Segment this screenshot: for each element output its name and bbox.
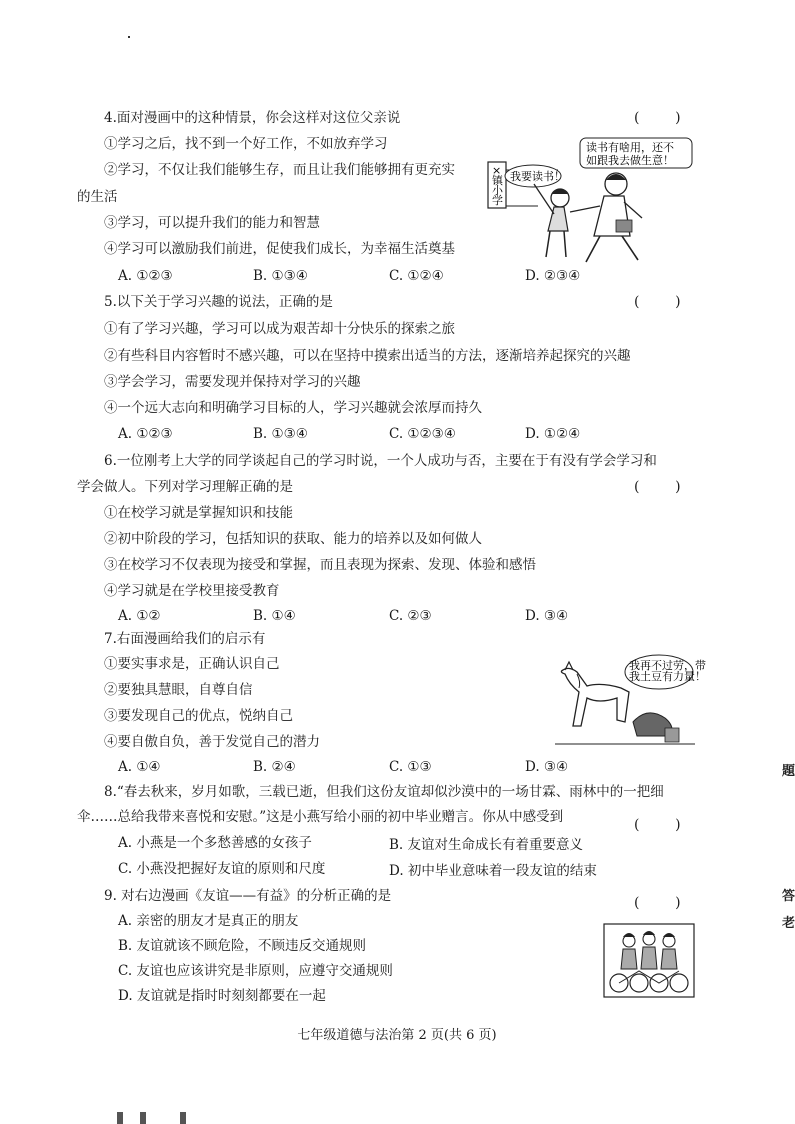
q7-option-b: B. ②④ <box>253 759 296 775</box>
q6-item-3: ③在校学习不仅表现为接受和掌握，而且表现为探索、发现、体验和感悟 <box>104 557 536 573</box>
q9-cartoon <box>603 923 695 998</box>
school-sign-char-3: 小 <box>492 184 503 197</box>
school-sign-char-4: 学 <box>492 194 503 207</box>
q6-item-4: ④学习就是在学校里接受教育 <box>104 583 280 599</box>
q4-cartoon <box>488 136 698 266</box>
q4-option-a: A. ①②③ <box>118 268 173 284</box>
q7-item-1: ①要实事求是，正确认识自己 <box>104 656 280 672</box>
q6-option-c: C. ②③ <box>389 608 432 624</box>
edge-mark-3: 老 <box>782 916 795 931</box>
edge-mark-1: 題 <box>782 764 795 779</box>
q5-stem: 5.以下关于学习兴趣的说法，正确的是 <box>104 294 333 310</box>
q4-option-b: B. ①③④ <box>253 268 308 284</box>
q8-option-a: A. 小燕是一个多愁善感的女孩子 <box>118 835 312 851</box>
q4-item-1: ①学习之后，找不到一个好工作，不如放弃学习 <box>104 136 388 152</box>
q6-answer-paren: ( ) <box>634 479 681 495</box>
q8-option-b: B. 友谊对生命成长有着重要意义 <box>389 837 584 853</box>
scan-bar-2 <box>140 1112 146 1124</box>
scan-bar-1 <box>117 1112 123 1124</box>
q9-option-a: A. 亲密的朋友才是真正的朋友 <box>118 913 299 929</box>
q7-option-a: A. ①④ <box>118 759 161 775</box>
q7-option-c: C. ①③ <box>389 759 432 775</box>
q7-cartoon <box>555 650 706 758</box>
q4-answer-paren: ( ) <box>634 110 681 126</box>
child-speech: 我要读书！ <box>510 170 565 183</box>
q6-option-a: A. ①② <box>118 608 161 624</box>
q5-option-c: C. ①②③④ <box>389 426 456 442</box>
q4-stem: 4.面对漫画中的这种情景，你会这样对这位父亲说 <box>104 110 401 126</box>
scan-speck <box>128 36 130 38</box>
horse-speech-line-2: 我土豆有力量！ <box>629 670 706 683</box>
q7-option-d: D. ③④ <box>525 759 569 775</box>
q9-stem: 9. 对右边漫画《友谊——有益》的分析正确的是 <box>104 888 392 904</box>
q6-item-1: ①在校学习就是掌握知识和技能 <box>104 505 293 521</box>
q6-option-b: B. ①④ <box>253 608 296 624</box>
edge-mark-2: 答 <box>782 889 795 904</box>
q8-stem-line-2: 伞……总给我带来喜悦和安慰。”这是小燕写给小丽的初中毕业赠言。你从中感受到 <box>77 809 564 825</box>
q4-item-2-cont: 的生活 <box>77 189 118 205</box>
q7-stem: 7.右面漫画给我们的启示有 <box>104 631 266 647</box>
q4-item-3: ③学习，可以提升我们的能力和智慧 <box>104 215 320 231</box>
q6-stem-line-1: 6.一位刚考上大学的同学谈起自己的学习时说，一个人成功与否，主要在于有没有学会学习和 <box>104 453 657 469</box>
q7-item-2: ②要独具慧眼，自尊自信 <box>104 682 253 698</box>
school-sign-char-1: × <box>492 164 502 177</box>
q6-stem-line-2: 学会做人。下列对学习理解正确的是 <box>77 479 293 495</box>
q9-option-c: C. 友谊也应该讲究是非原则，应遵守交通规则 <box>118 963 393 979</box>
school-sign-char-2: 镇 <box>492 174 503 187</box>
q9-option-b: B. 友谊就该不顾危险，不顾违反交通规则 <box>118 938 367 954</box>
q4-item-4: ④学习可以激励我们前进，促使我们成长，为幸福生活奠基 <box>104 241 455 257</box>
friends-cycling-cartoon <box>603 923 695 998</box>
q5-option-a: A. ①②③ <box>118 426 173 442</box>
horse-cartoon <box>555 650 706 758</box>
q9-answer-paren: ( ) <box>634 895 681 911</box>
q7-item-4: ④要自傲自负，善于发觉自己的潜力 <box>104 734 320 750</box>
q4-option-c: C. ①②④ <box>389 268 444 284</box>
q6-item-2: ②初中阶段的学习，包括知识的获取、能力的培养以及如何做人 <box>104 531 482 547</box>
scan-bar-3 <box>180 1112 186 1124</box>
father-child-cartoon <box>488 136 698 266</box>
q8-option-c: C. 小燕没把握好友谊的原则和尺度 <box>118 861 326 877</box>
q8-answer-paren: ( ) <box>634 817 681 833</box>
q5-item-2: ②有些科目内容暂时不感兴趣，可以在坚持中摸索出适当的方法，逐渐培养起探究的兴趣 <box>104 348 631 364</box>
q5-option-b: B. ①③④ <box>253 426 308 442</box>
page-footer: 七年级道德与法治第 2 页(共 6 页) <box>297 1028 497 1043</box>
q8-stem-line-1: 8.“春去秋来，岁月如歌，三载已逝，但我们这份友谊却似沙漠中的一场甘霖、雨林中的一把细 <box>104 784 664 800</box>
q5-item-3: ③学会学习，需要发现并保持对学习的兴趣 <box>104 374 361 390</box>
father-speech-line-2: 如跟我去做生意！ <box>586 154 674 167</box>
q5-option-d: D. ①②④ <box>525 426 581 442</box>
q4-option-d: D. ②③④ <box>525 268 581 284</box>
q8-option-d: D. 初中毕业意味着一段友谊的结束 <box>389 863 597 879</box>
q7-item-3: ③要发现自己的优点，悦纳自己 <box>104 708 293 724</box>
q5-item-1: ①有了学习兴趣，学习可以成为艰苦却十分快乐的探索之旅 <box>104 321 455 337</box>
father-speech-line-1: 读书有啥用，还不 <box>586 141 674 154</box>
q5-answer-paren: ( ) <box>634 294 681 310</box>
q6-option-d: D. ③④ <box>525 608 569 624</box>
q4-item-2: ②学习，不仅让我们能够生存，而且让我们能够拥有更充实 <box>104 162 455 178</box>
q9-option-d: D. 友谊就是指时时刻刻都要在一起 <box>118 988 326 1004</box>
horse-speech-line-1: 我再不过劳，带 <box>629 659 706 672</box>
q5-item-4: ④一个远大志向和明确学习目标的人，学习兴趣就会浓厚而持久 <box>104 400 482 416</box>
